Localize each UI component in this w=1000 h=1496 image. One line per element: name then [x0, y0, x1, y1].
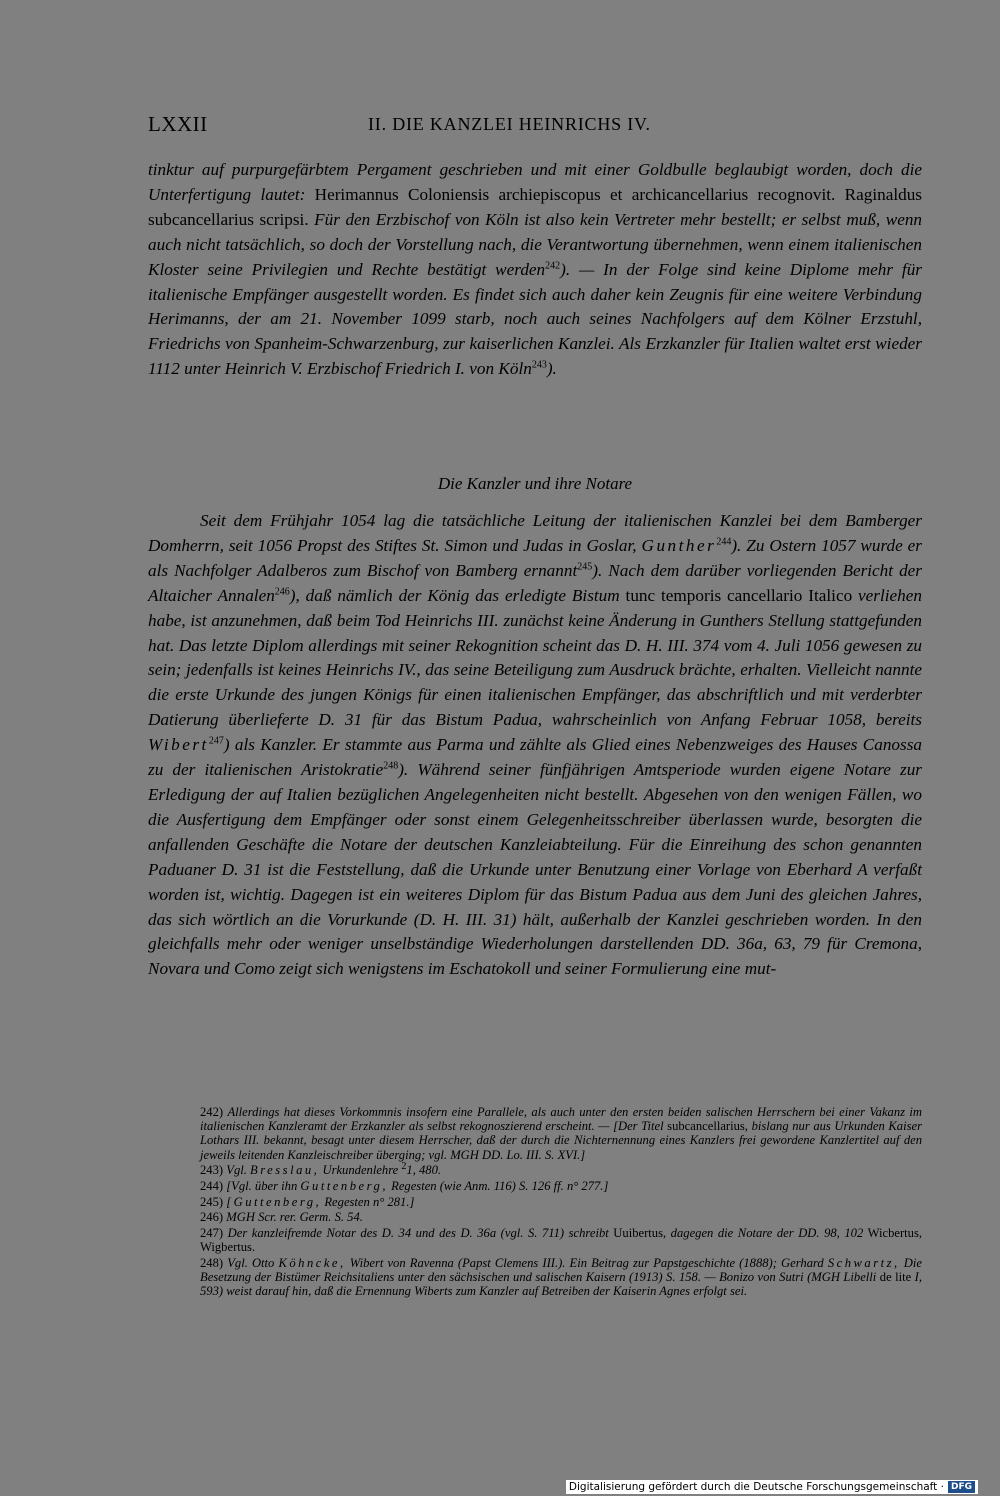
name-spaced: Wibert [148, 735, 209, 755]
text-italic: Vgl. [226, 1163, 247, 1178]
section-heading: Die Kanzler und ihre Notare [437, 474, 633, 493]
page-number: LXXII [148, 112, 208, 136]
text-italic: bislang nur aus Urkunden Kaiser Lothars III. bekannt, besagt unter diesem Herrscher, daß der durch die Nichternennung eines Kanzlers frei gewordene Kanzlertitel auf den jeweils leitenden Kanzleischreiber überging; vgl. MGH DD. Lo. III. S. XVI.] [200, 1119, 922, 1162]
footnote-245 [200, 1195, 922, 1209]
text-italic: Regesten n° 281.] [324, 1194, 415, 1209]
author-name: Köhncke, [278, 1256, 346, 1271]
text-italic: Vgl. Otto [227, 1256, 275, 1271]
text-italic: Regesten (wie Anm. 116) S. 126 ff. n° 277.] [391, 1179, 609, 1194]
footnote-248 [200, 1256, 922, 1299]
footnotes [200, 1105, 922, 1300]
latin-quote: Herimannus Coloniensis archiepiscopus et archicancellarius recognovit. Raginaldus subcancellarius scripsi. [148, 184, 922, 229]
text-italic: 1, 480. [406, 1163, 442, 1178]
text-italic: [Vgl. über ihn [226, 1179, 298, 1194]
text-italic: ). Nach dem darüber vorliegenden Bericht der Altaicher Annalen [148, 560, 922, 605]
footnote-243 [200, 1163, 922, 1177]
text-italic: MGH Scr. rer. Germ. S. 54. [226, 1210, 363, 1225]
paragraph-continued [148, 158, 922, 382]
author-name: [Guttenberg, [226, 1194, 322, 1209]
text-italic: ). Während seiner fünfjährigen Amtsperiode wurden eigene Notare zur Erledigung der auf Italien bezüglichen Angelegenheiten nicht bestellt. Abgesehen von den wenigen Fällen, wo die Ausfertigung dem Empfänger oder sonst einem Gelegenheitsschreiber überlassen wurde, besorgten die anfallenden Geschäfte die Notare der deutschen Kanzleiabteilung. Für die Einreihung des schon genannten Paduaner D. 31 ist die Feststellung, daß die Urkunde unter Benutzung einer Vorlage von Eberhard A verfaßt worden ist, wichtig. Dagegen ist ein weiteres Diplom für das Bistum Padua aus dem Juni des gleichen Jahres, das sich wörtlich an die Vorurkunde (D. H. III. 31) hält, außerhalb der Kanzlei geschrieben worden. In den gleichfalls mehr oder weniger unselbständige Wiederholungen darstellenden DD. 36a, 63, 79 für Cremona, Novara und Como zeigt sich wenigstens im Eschatokoll und seiner Formulierung eine mut- [148, 760, 922, 979]
footnote-ref-243[interactable]: 243 [531, 359, 547, 371]
running-title: II. DIE KANZLEI HEINRICHS IV. [368, 114, 651, 134]
text-italic: ) als Kanzler. Er stammte aus Parma und zählte als Glied eines Nebenzweiges des Hauses Canossa zu der italienischen Aristokratie [148, 735, 922, 780]
text-italic: I, 593) weist darauf hin, daß die Ernennung Wiberts zum Kanzler auf Betreiben der Kaiserin Agnes erfolgt sei. [200, 1270, 922, 1299]
footnote-number: 245) [200, 1194, 224, 1209]
paragraph-text [148, 509, 922, 982]
text-italic: ). Zu Ostern 1057 wurde er als Nachfolger Adalberos zum Bischof von Bamberg ernannt [148, 535, 922, 580]
text-italic: dagegen die Notare der DD. 98, 102 [670, 1226, 864, 1241]
paragraph-text [148, 158, 922, 382]
text-italic: Der kanzleifremde Notar des D. 34 und des D. 36a (vgl. S. 711) schreibt [227, 1226, 609, 1241]
page-header [148, 112, 922, 142]
footnote-number: 244) [200, 1179, 224, 1194]
paragraph [148, 509, 922, 982]
text-italic: Wibert von Ravenna (Papst Clemens III.). Ein Beitrag zur Papstgeschichte (1888); Gerhard [349, 1256, 824, 1271]
text-italic: ). — In der Folge sind keine Diplome mehr für italienische Empfänger ausgestellt worden. Es findet sich auch daher kein Zeugnis für eine weitere Verbindung Herimanns, der am 21. November 1099 starb, noch auch seines Nachfolgers auf dem Kölner Erzstuhl, Friedrichs von Spanheim-Schwarzenburg, zur kaiserlichen Kanzlei. Als Erzkanzler für Italien waltet erst wieder 1112 unter Heinrich V. Erzbischof Friedrich I. von Köln [148, 259, 922, 379]
dfg-logo: DFG [948, 1481, 975, 1493]
credit-text: Digitalisierung gefördert durch die Deutsche Forschungsgemeinschaft · [568, 1481, 944, 1493]
latin-term: de lite [879, 1270, 912, 1285]
footnote-ref-242[interactable]: 242 [545, 259, 561, 271]
footnote-242 [200, 1105, 922, 1162]
latin-term: Uuibertus, [613, 1226, 667, 1241]
footnote-244 [200, 1179, 922, 1193]
text-italic: ), daß nämlich der König das erledigte Bistum [289, 585, 620, 605]
footnote-ref-244[interactable]: 244 [716, 536, 732, 548]
footnote-247 [200, 1226, 922, 1254]
author-name: Guttenberg, [300, 1179, 388, 1194]
text-italic: Seit dem Frühjahr 1054 lag die tatsächliche Leitung der italienischen Kanzlei bei dem Bamberger Domherrn, seit 1056 Propst des Stiftes St. Simon und Judas in Goslar, [148, 511, 922, 555]
text-italic: verliehen habe, ist anzunehmen, daß beim Tod Heinrichs III. zunächst keine Änderung in Gunthers Stellung stattgefunden hat. Das letzte Diplom allerdings mit seiner Rekognition scheint das D. H. III. 374 vom 4. Juli 1056 gewesen zu sein; jedenfalls ist keines Heinrichs IV., das seine Beteiligung zum Ausdruck brächte, erhalten. Vielleicht nannte die erste Urkunde des jungen Königs für einen italienischen Empfänger, das abschriftlich und mit verderbter Datierung überlieferte D. 31 für das Bistum Padua, wahrscheinlich von Anfang Februar 1058, bereits [148, 585, 922, 730]
footnote-number: 242) [200, 1105, 224, 1119]
text-italic: Allerdings hat dieses Vorkommnis insofern eine Parallele, als auch unter den ersten beiden salischen Herrschern bei einer Vakanz im italienischen Kanzleramt der Erzkanzler als selbst rekognoszierend erscheint. — [Der Titel [200, 1105, 922, 1134]
latin-quote: tunc temporis cancellario Italico [625, 585, 853, 605]
text-italic: Urkundenlehre [322, 1163, 399, 1178]
text-italic: ). [546, 359, 557, 379]
latin-term: Wicbertus, Wigbertus. [200, 1226, 922, 1255]
text-italic: tinktur auf purpurgefärbtem Pergament geschrieben und mit einer Goldbulle beglaubigt worden, doch die Unterfertigung lautet: [148, 160, 922, 204]
footnote-number: 243) [200, 1163, 224, 1178]
footnote-ref-246[interactable]: 246 [274, 585, 290, 597]
footnote-ref-245[interactable]: 245 [577, 561, 593, 573]
footnote-number: 247) [200, 1226, 224, 1241]
author-name: Schwartz, [827, 1256, 900, 1271]
footnote-number: 246) [200, 1210, 224, 1225]
latin-term: subcancellarius, [667, 1119, 748, 1134]
footnote-ref-248[interactable]: 248 [383, 760, 399, 772]
text-italic: Für den Erzbischof von Köln ist also kein Vertreter mehr bestellt; er selbst muß, wenn auch nicht tatsächlich, so doch der Vorstellung nach, die Verantwortung übernehmen, wenn einem italienischen Kloster seine Privilegien und Rechte bestätigt werden [148, 209, 923, 279]
footnote-ref-247[interactable]: 247 [208, 735, 224, 747]
text-italic: Die Besetzung der Bistümer Reichsitaliens unter den sächsischen und salischen Kaisern (1913) S. 158. — Bonizo von Sutri (MGH Libelli [200, 1256, 922, 1285]
footnote-246 [200, 1210, 922, 1224]
name-spaced: Gunther [641, 535, 717, 555]
edition-number: 2 [401, 1161, 407, 1173]
footnote-number: 248) [200, 1256, 224, 1271]
digitization-credit [566, 1480, 978, 1494]
author-name: Bresslau, [250, 1163, 320, 1178]
